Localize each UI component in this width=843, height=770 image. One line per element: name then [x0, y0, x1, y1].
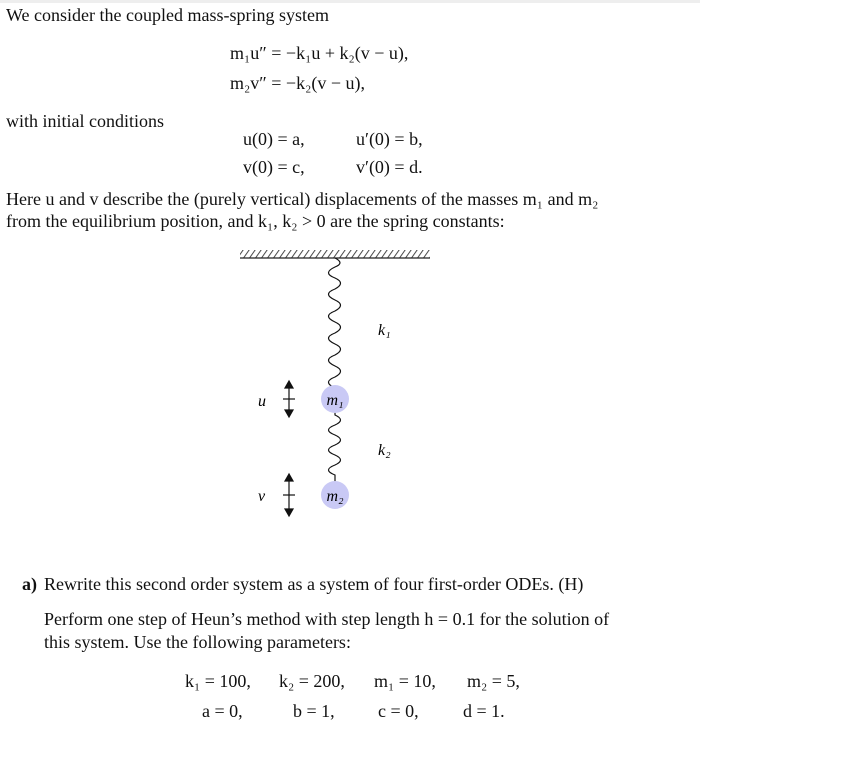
part-a-line-1: Rewrite this second order system as a system of four first-order ODEs. (H)	[44, 574, 584, 594]
equation-1: m₁u″ = −k₁u + k₂(v − u),	[230, 43, 409, 63]
param-m1: m₁ = 10,	[374, 671, 436, 691]
v-displacement-arrow	[283, 474, 295, 516]
param-c: c = 0,	[378, 701, 419, 721]
mass-2-label: m₂	[326, 488, 344, 505]
part-a-line-3: this system. Use the following parameters:	[44, 632, 351, 652]
spring-2	[329, 409, 341, 482]
initial-u0: u(0) = a,	[243, 129, 305, 149]
initial-du0: u′(0) = b,	[356, 129, 423, 149]
param-k1: k₁ = 100,	[185, 671, 251, 691]
v-label: v	[258, 488, 266, 505]
equation-2: m₂v″ = −k₂(v − u),	[230, 73, 365, 93]
mass-1-label: m₁	[326, 392, 344, 409]
top-divider	[0, 0, 700, 3]
spring-1	[329, 258, 341, 397]
param-m2: m₂ = 5,	[467, 671, 520, 691]
u-label: u	[258, 393, 266, 410]
initial-v0: v(0) = c,	[243, 157, 305, 177]
param-k2: k₂ = 200,	[279, 671, 345, 691]
ceiling-hatch	[240, 250, 430, 258]
mass-spring-figure	[0, 245, 843, 545]
param-d: d = 1.	[463, 701, 505, 721]
intro-text: We consider the coupled mass-spring system	[6, 5, 329, 25]
description-line-2: from the equilibrium position, and k₁, k₂ > 0 are the spring constants:	[6, 211, 505, 231]
part-a-marker: a)	[22, 574, 37, 594]
u-displacement-arrow	[283, 381, 295, 417]
initial-conditions-label: with initial conditions	[6, 111, 164, 131]
param-a: a = 0,	[202, 701, 243, 721]
part-a-line-2: Perform one step of Heun’s method with step length h = 0.1 for the solution of	[44, 609, 610, 629]
param-b: b = 1,	[293, 701, 335, 721]
description-line-1: Here u and v describe the (purely vertical) displacements of the masses m₁ and m₂	[6, 189, 599, 209]
spring-2-label: k₂	[378, 442, 391, 459]
spring-1-label: k₁	[378, 322, 391, 339]
initial-dv0: v′(0) = d.	[356, 157, 423, 177]
